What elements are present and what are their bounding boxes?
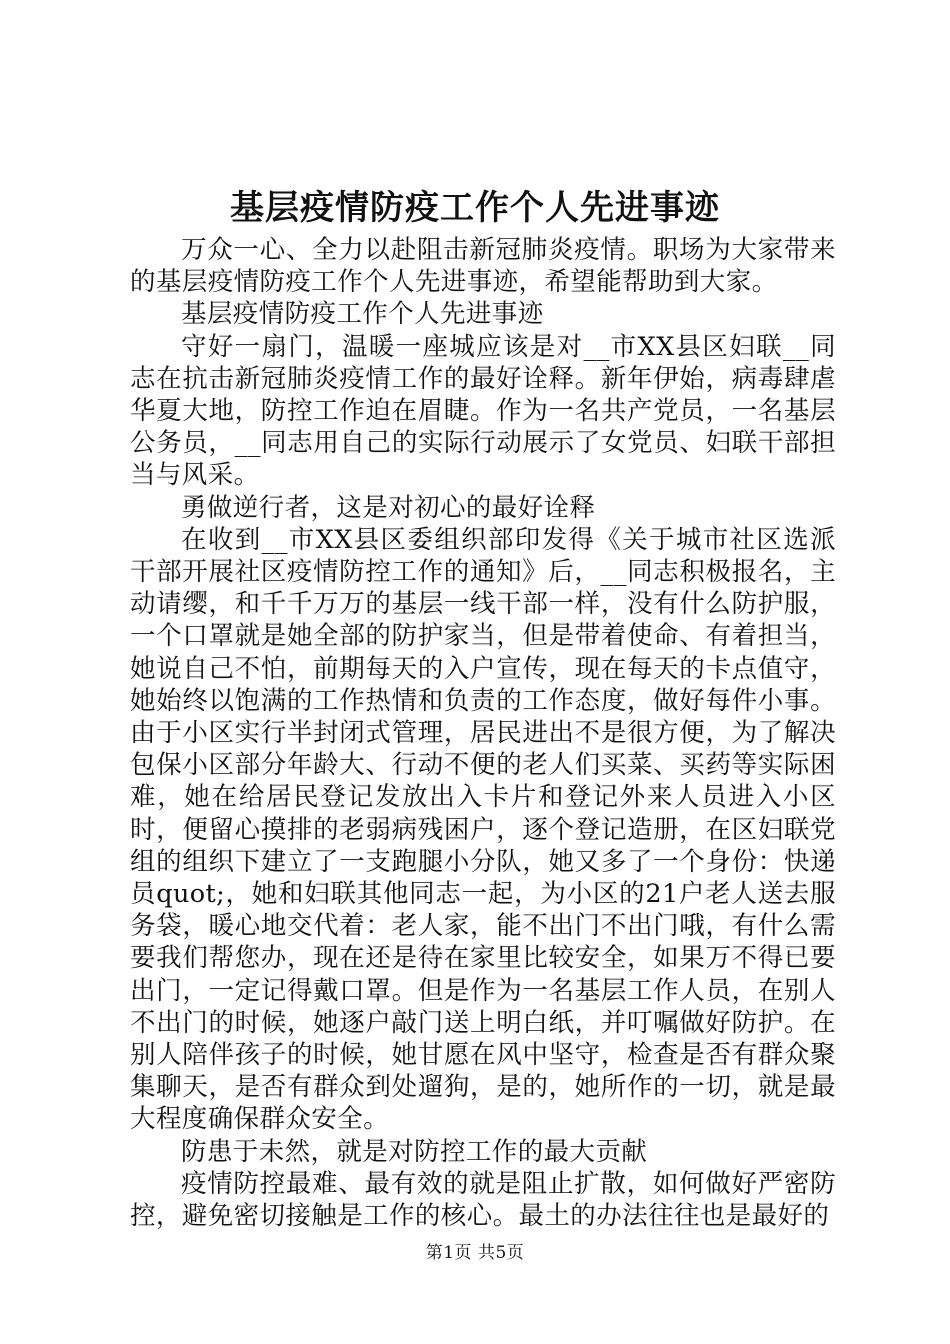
paragraph-section-1: 在收到__市XX县区委组织部印发得《关于城市社区选派干部开展社区疫情防控工作的通知》后，__同志积极报名，主动请缨，和千千万万的基层一线干部一样，没有什么防护服，一个口罩就是她全部的防护家当，但是带着使命、有着担当，她说自己不怕，前期每天的入户宣传，现在每天的卡点值守，她始终以饱满的工作热情和负责的工作态度，做好每件小事。由于小区实行半封闭式管理，居民进出不是很方便，为了解决包保小区部分年龄大、行动不便的老人们买菜、买药等实际困难，她在给居民登记发放出入卡片和登记外来人员进入小区时，便留心摸排的老弱病残困户，逐个登记造册，在区妇联党组的组织下建立了一支跑腿小分队，她又多了一个身份：快递员quot;，她和妇联其他同志一起，为小区的21户老人送去服务袋，暖心地交代着：老人家，能不出门不出门哦，有什么需要我们帮您办，现在还是待在家里比较安全，如果万不得已要出门，一定记得戴口罩。但是作为一名基层工作人员，在别人不出门的时候，她逐户敲门送上明白纸，并叮嘱做好防护。在别人陪伴孩子的时候，她甘愿在风中坚守，检查是否有群众聚集聊天，是否有群众到处遛狗，是的，她所作的一切，就是最大程度确保群众安全。: [130, 524, 836, 1135]
paragraph-intro: 万众一心、全力以赴阻击新冠肺炎疫情。职场为大家带来的基层疫情防疫工作个人先进事迹，希望能帮助到大家。: [130, 235, 836, 298]
section-heading-2: 防患于未然，就是对防控工作的最大贡献: [181, 1136, 648, 1167]
paragraph-section-2: 疫情防控最难、最有效的就是阻止扩散，如何做好严密防控，避免密切接触是工作的核心。最土的办法往往也是最好的: [130, 1168, 836, 1232]
document-title: 基层疫情防疫工作个人先进事迹: [230, 188, 720, 228]
paragraph-subtitle: 基层疫情防疫工作个人先进事迹: [181, 299, 544, 330]
page-number: 第1页 共5页: [425, 1243, 525, 1263]
paragraph-overview: 守好一扇门，温暖一座城应该是对__市XX县区妇联__同志在抗击新冠肺炎疫情工作的最好诠释。新年伊始，病毒肆虐华夏大地，防控工作迫在眉睫。作为一名共产党员，一名基层公务员，__同志用自己的实际行动展示了女党员、妇联干部担当与风采。: [130, 331, 836, 491]
section-heading-1: 勇做逆行者，这是对初心的最好诠释: [181, 492, 596, 523]
document-body: [130, 234, 836, 1232]
